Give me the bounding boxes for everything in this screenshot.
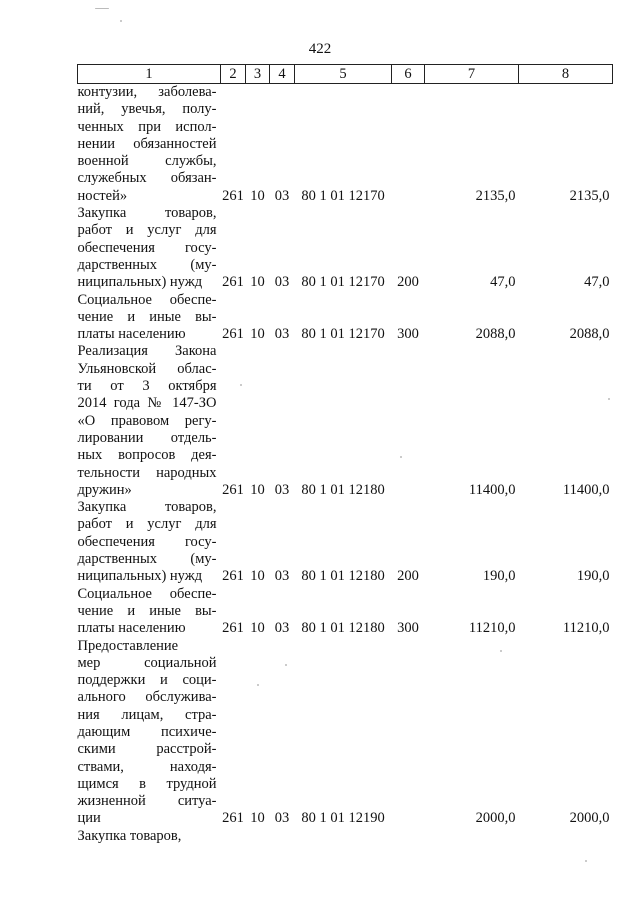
scan-speck [257, 684, 259, 686]
chapter-code-cell: 261 [222, 568, 244, 585]
row-name-line: чение и иные вы- [77, 308, 217, 325]
scan-speck [608, 398, 610, 400]
expense-type-cell [392, 84, 425, 206]
row-name-line: поддержки и соци- [77, 672, 217, 689]
header-cell-2: 2 [221, 65, 246, 84]
header-cell-4: 4 [270, 65, 295, 84]
table-row [78, 292, 613, 344]
target-article-cell: 80 1 01 12170 [301, 326, 385, 343]
section-code-cell: 10 [250, 568, 265, 585]
expense-type-cell: 200 [397, 568, 419, 585]
expense-type-cell [392, 828, 425, 845]
row-name-line: щимся в трудной [77, 775, 217, 792]
row-name-line: ных вопросов дея- [77, 447, 217, 464]
row-name-line: Закупка товаров, [77, 827, 182, 844]
row-name-line: чение и иные вы- [77, 602, 217, 619]
amount-cell: 47,0 [584, 274, 610, 291]
target-article-cell: 80 1 01 12170 [301, 187, 385, 204]
subsection-code-cell: 03 [274, 274, 290, 291]
row-name-line: военной службы, [77, 153, 217, 170]
row-name-line: служебных обязан- [77, 170, 217, 187]
chapter-code-cell: 261 [222, 620, 244, 637]
chapter-code-cell: 261 [222, 326, 244, 343]
row-name-line: ченных при испол- [77, 118, 217, 135]
row-name-line: жизненной ситуа- [77, 793, 217, 810]
row-name-cell [78, 586, 221, 638]
table-row [78, 828, 613, 845]
amount-cell: 11210,0 [468, 620, 516, 637]
section-code-cell: 10 [250, 326, 265, 343]
row-name-cell [78, 205, 221, 291]
amount-cell [425, 828, 519, 845]
target-article-cell: 80 1 01 12170 [301, 274, 385, 291]
row-name-cell [78, 343, 221, 499]
expense-type-cell: 300 [397, 326, 419, 343]
row-name-line: тельности народных [77, 464, 217, 481]
row-name-line: мер социальной [77, 654, 217, 671]
row-name-line: дарственных (му- [77, 256, 217, 273]
row-name-line: Социальное обеспе- [77, 291, 217, 308]
target-article-cell: 80 1 01 12180 [301, 481, 385, 498]
expense-type-cell [392, 638, 425, 828]
target-article-cell: 80 1 01 12180 [301, 568, 385, 585]
row-name-line: дающим психиче- [77, 723, 217, 740]
target-article-cell: 80 1 01 12180 [301, 620, 385, 637]
row-name-line: работ и услуг для [77, 222, 217, 239]
row-name-line: дарственных (му- [77, 551, 217, 568]
amount-cell [519, 828, 613, 845]
expense-type-cell [392, 343, 425, 499]
row-name-line: ния лицам, стра- [77, 706, 217, 723]
row-name-line: Ульяновской облас- [77, 360, 217, 377]
chapter-code-cell: 261 [222, 274, 244, 291]
row-name-line: Предоставление [77, 637, 179, 654]
page-number: 422 [308, 41, 332, 57]
table-body [78, 84, 613, 846]
chapter-code-cell: 261 [222, 187, 244, 204]
amount-cell: 190,0 [482, 568, 516, 585]
row-name-line: контузии, заболева- [77, 84, 217, 100]
amount-cell: 47,0 [490, 274, 516, 291]
row-name-line: ального обслужива- [77, 689, 217, 706]
row-name-line: ствами, находя- [77, 758, 217, 775]
row-name-cell [78, 292, 221, 344]
row-name-cell [78, 84, 221, 206]
section-code-cell: 10 [250, 810, 265, 827]
row-name-line: ти от 3 октября [77, 378, 217, 395]
table-row [78, 343, 613, 499]
scan-speck [500, 650, 502, 652]
chapter-code-cell [221, 828, 246, 845]
section-code-cell [246, 828, 270, 845]
table-row [78, 499, 613, 585]
row-name-line: ции [77, 810, 101, 827]
scan-speck [585, 860, 587, 862]
subsection-code-cell: 03 [274, 326, 290, 343]
row-name-line: Закупка товаров, [77, 499, 217, 516]
subsection-code-cell: 03 [274, 810, 290, 827]
row-name-line: обеспечения госу- [77, 239, 217, 256]
amount-cell: 2135,0 [475, 187, 516, 204]
amount-cell: 2088,0 [475, 326, 516, 343]
scan-speck [95, 8, 109, 9]
header-cell-6: 6 [392, 65, 425, 84]
table-row [78, 84, 613, 206]
scan-speck [400, 456, 402, 458]
chapter-code-cell: 261 [222, 481, 244, 498]
header-cell-8: 8 [519, 65, 613, 84]
row-name-line: «О правовом регу- [77, 412, 217, 429]
header-cell-7: 7 [425, 65, 519, 84]
table-row [78, 586, 613, 638]
section-code-cell: 10 [250, 187, 265, 204]
section-code-cell: 10 [250, 481, 265, 498]
row-name-line: ний, увечья, полу- [77, 101, 217, 118]
row-name-line: ниципальных) нужд [77, 568, 203, 585]
row-name-line: дружин» [77, 481, 132, 498]
row-name-line: ностей» [77, 187, 128, 204]
target-article-cell [295, 828, 392, 845]
row-name-cell [78, 638, 221, 828]
amount-cell: 11210,0 [562, 620, 610, 637]
row-name-line: платы населению [77, 620, 186, 637]
expense-type-cell: 300 [397, 620, 419, 637]
header-cell-1: 1 [78, 65, 221, 84]
table-row [78, 205, 613, 291]
section-code-cell: 10 [250, 274, 265, 291]
row-name-line: нении обязанностей [77, 135, 217, 152]
row-name-line: лировании отдель- [77, 429, 217, 446]
table-row [78, 638, 613, 828]
subsection-code-cell: 03 [274, 481, 290, 498]
row-name-line: Социальное обеспе- [77, 585, 217, 602]
row-name-line: Реализация Закона [77, 343, 217, 360]
row-name-line: обеспечения госу- [77, 533, 217, 550]
header-cell-5: 5 [295, 65, 392, 84]
target-article-cell: 80 1 01 12190 [301, 810, 385, 827]
row-name-line: платы населению [77, 326, 186, 343]
amount-cell: 190,0 [576, 568, 610, 585]
scan-speck [285, 664, 287, 666]
subsection-code-cell: 03 [274, 620, 290, 637]
header-cell-3: 3 [246, 65, 270, 84]
table-header-row [78, 65, 613, 84]
amount-cell: 11400,0 [468, 481, 516, 498]
chapter-code-cell: 261 [222, 810, 244, 827]
scan-speck [240, 384, 242, 386]
subsection-code-cell: 03 [274, 187, 290, 204]
subsection-code-cell [270, 828, 295, 845]
amount-cell: 2000,0 [569, 810, 610, 827]
expense-type-cell: 200 [397, 274, 419, 291]
section-code-cell: 10 [250, 620, 265, 637]
amount-cell: 2088,0 [569, 326, 610, 343]
row-name-line: работ и услуг для [77, 516, 217, 533]
row-name-cell [78, 499, 221, 585]
scan-speck [120, 20, 122, 22]
row-name-line: скими расстрой- [77, 741, 217, 758]
budget-table [77, 64, 613, 845]
amount-cell: 2135,0 [569, 187, 610, 204]
amount-cell: 2000,0 [475, 810, 516, 827]
row-name-cell [78, 828, 221, 845]
subsection-code-cell: 03 [274, 568, 290, 585]
row-name-line: Закупка товаров, [77, 205, 217, 222]
row-name-line: 2014 года № 147-ЗО [77, 395, 217, 412]
amount-cell: 11400,0 [562, 481, 610, 498]
row-name-line: ниципальных) нужд [77, 274, 203, 291]
